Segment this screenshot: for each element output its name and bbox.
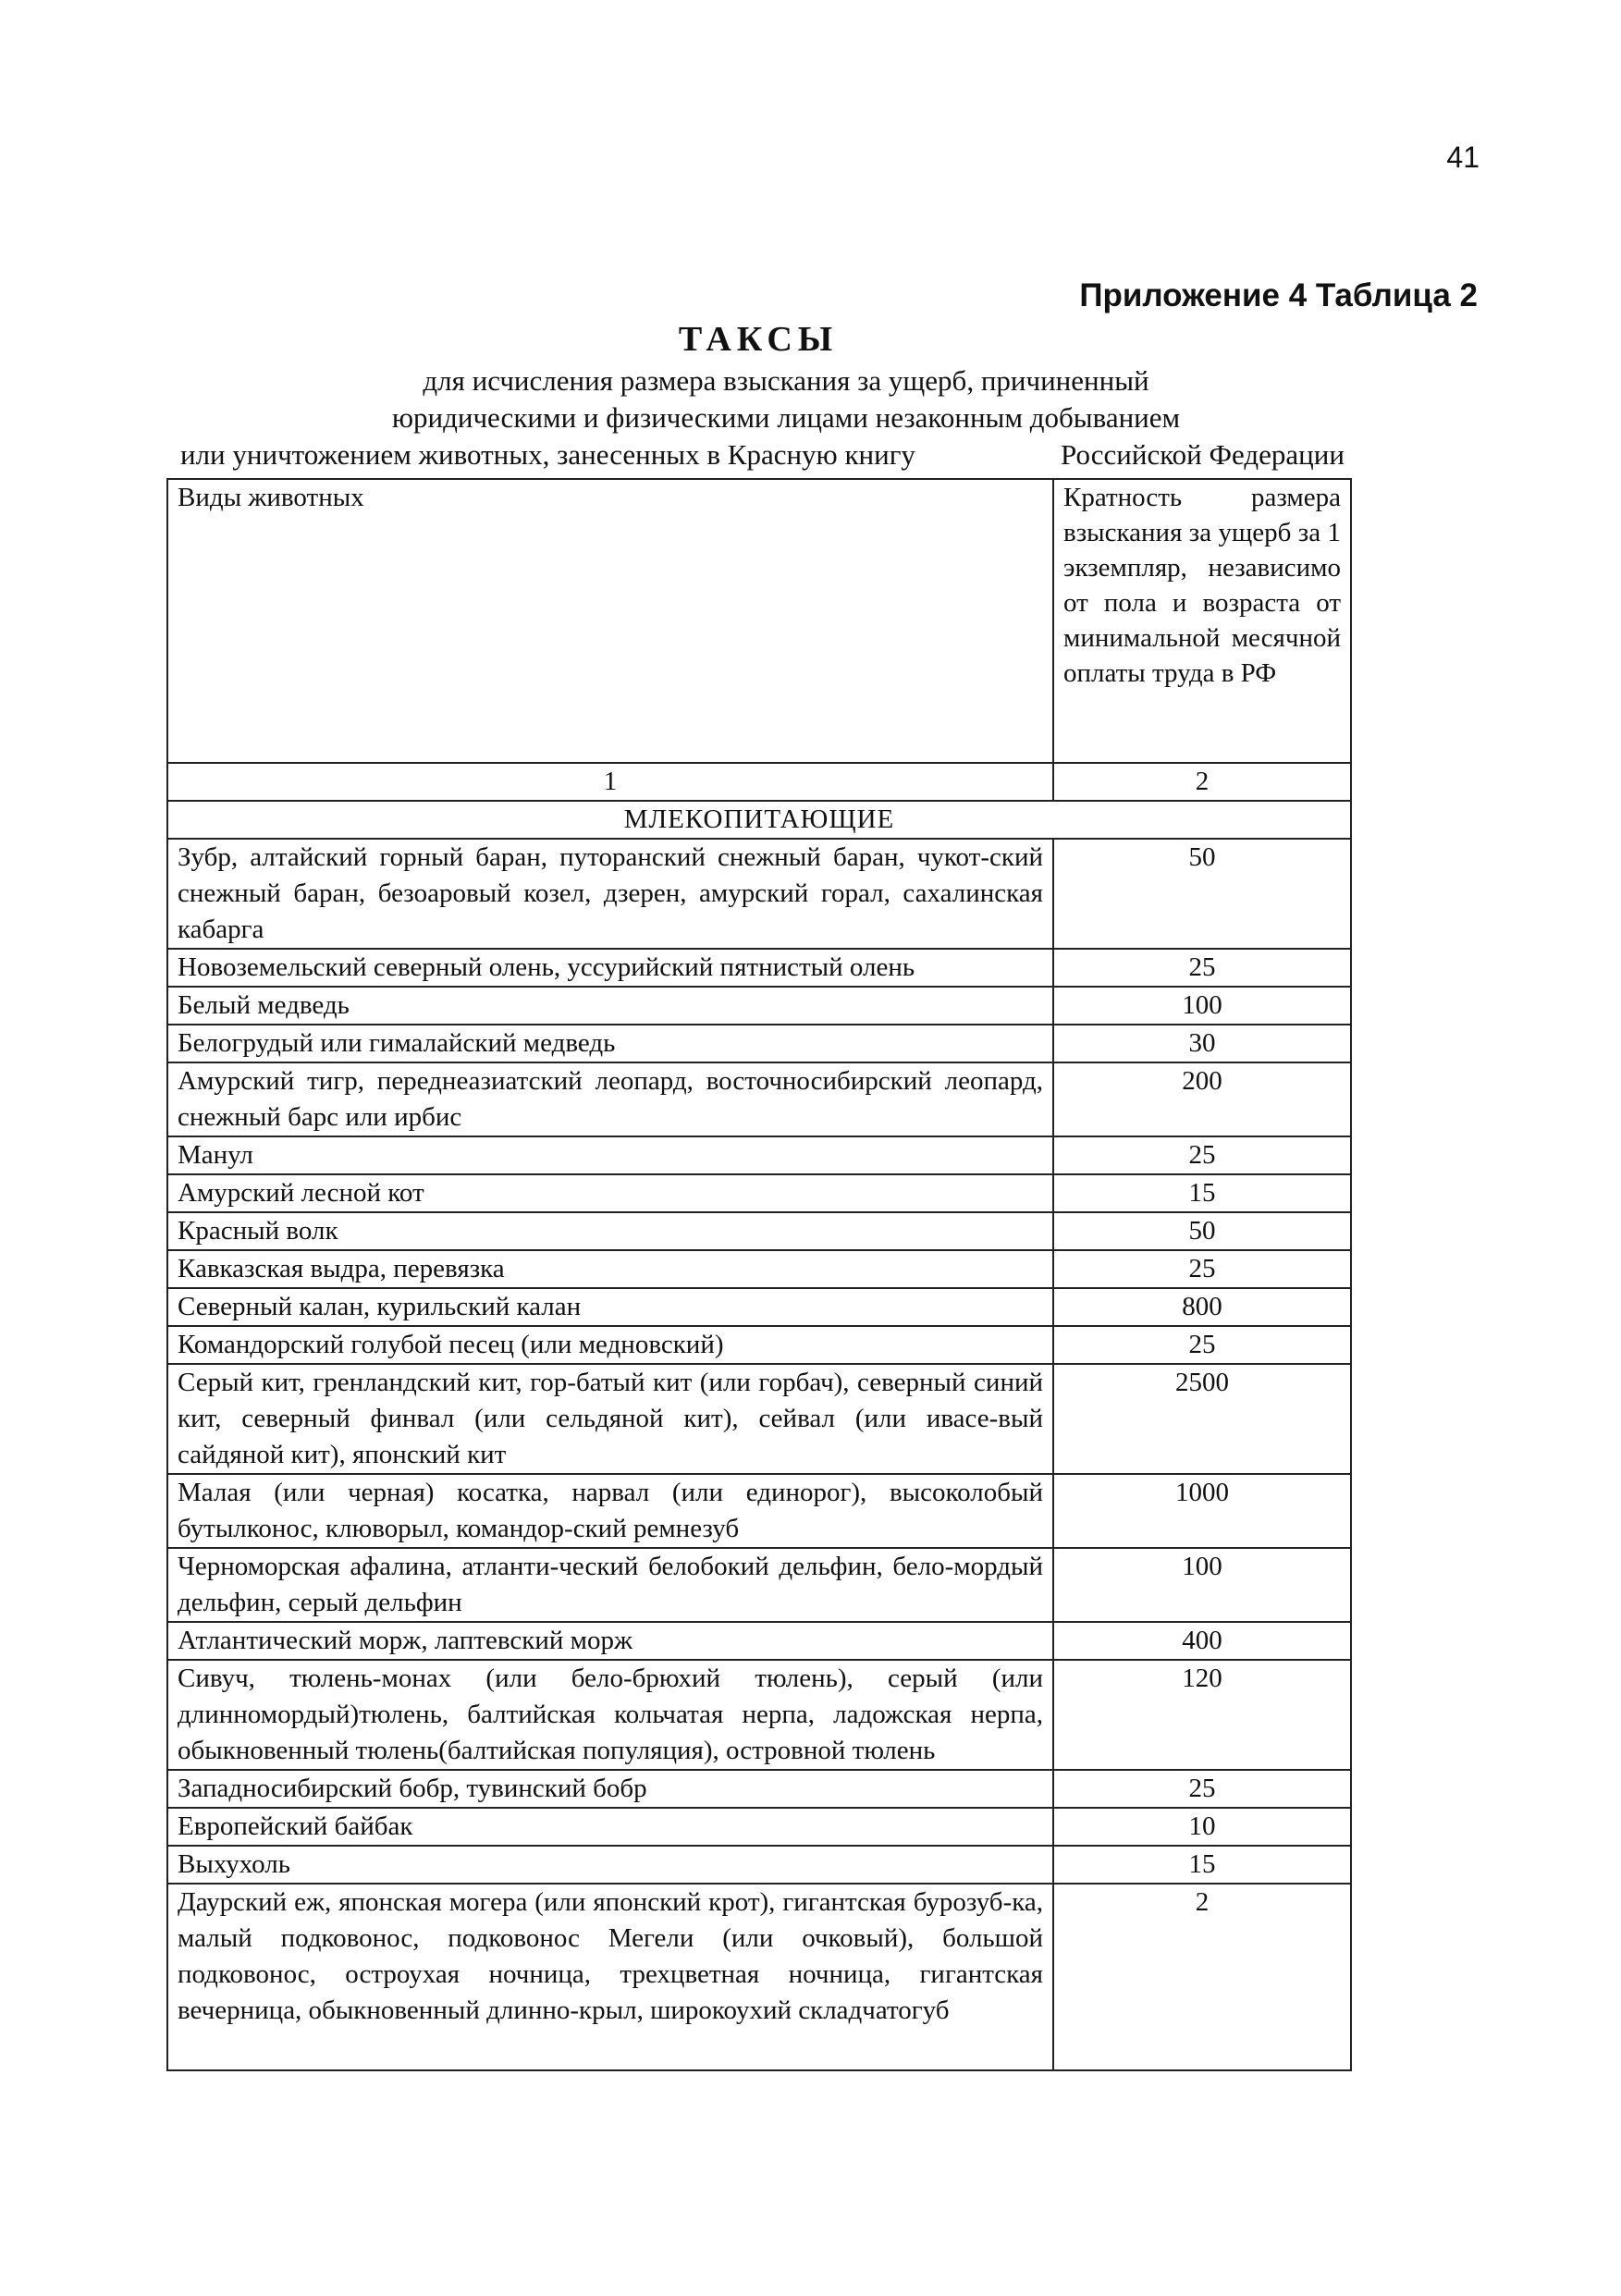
multiplier-cell: 50 bbox=[1053, 839, 1351, 949]
table-row bbox=[167, 1548, 1351, 1622]
table-row bbox=[167, 1770, 1351, 1808]
table-row bbox=[167, 1136, 1351, 1174]
table-row bbox=[167, 949, 1351, 987]
species-name-cell: Амурский тигр, переднеазиатский леопард, восточносибирский леопард, снежный барс или ирбис bbox=[167, 1062, 1053, 1136]
species-name-cell: Белый медведь bbox=[167, 987, 1053, 1025]
species-name-cell: Северный калан, курильский калан bbox=[167, 1288, 1053, 1326]
table-row bbox=[167, 1174, 1351, 1212]
multiplier-cell: 1000 bbox=[1053, 1474, 1351, 1548]
appendix-label: Приложение 4 Таблица 2 bbox=[1079, 277, 1478, 313]
subtitle-line-2: юридическими и физическими лицами незаконным добыванием bbox=[391, 401, 1181, 434]
multiplier-cell: 25 bbox=[1053, 1250, 1351, 1288]
multiplier-cell: 2500 bbox=[1053, 1364, 1351, 1474]
table-row bbox=[167, 1062, 1351, 1136]
column-number-1: 1 bbox=[167, 763, 1053, 801]
table-row bbox=[167, 1364, 1351, 1474]
species-name-cell: Малая (или черная) косатка, нарвал (или единорог), высоколобый бутылконос, клюворыл, командор-ский ремнезуб bbox=[167, 1474, 1053, 1548]
tax-table bbox=[166, 478, 1352, 2071]
table-row bbox=[167, 1808, 1351, 1846]
table-row bbox=[167, 1212, 1351, 1250]
species-name-cell: Кавказская выдра, перевязка bbox=[167, 1250, 1053, 1288]
species-name-cell: Красный волк bbox=[167, 1212, 1053, 1250]
section-row bbox=[167, 801, 1351, 839]
page-number: 41 bbox=[1446, 141, 1480, 174]
table-row bbox=[167, 1660, 1351, 1770]
species-name-cell: Амурский лесной кот bbox=[167, 1174, 1053, 1212]
multiplier-cell: 30 bbox=[1053, 1025, 1351, 1062]
table-row bbox=[167, 1884, 1351, 2070]
header-species: Виды животных bbox=[167, 479, 1053, 763]
species-name-cell: Черноморская афалина, атланти-ческий белобокий дельфин, бело-мордый дельфин, серый дельфин bbox=[167, 1548, 1053, 1622]
multiplier-cell: 25 bbox=[1053, 949, 1351, 987]
multiplier-cell: 800 bbox=[1053, 1288, 1351, 1326]
species-name-cell: Серый кит, гренландский кит, гор-батый кит (или горбач), северный синий кит, северный финвал (или сельдяной кит), сейвал (или ивасе-вый сайдяной кит), японский кит bbox=[167, 1364, 1053, 1474]
multiplier-cell: 15 bbox=[1053, 1846, 1351, 1884]
table-row bbox=[167, 1326, 1351, 1364]
subtitle-line-1: для исчисления размера взыскания за ущерб, причиненный bbox=[423, 364, 1149, 397]
table-row bbox=[167, 1288, 1351, 1326]
multiplier-cell: 2 bbox=[1053, 1884, 1351, 2070]
species-name-cell: Зубр, алтайский горный баран, путоранский снежный баран, чукот-ский снежный баран, безоаровый козел, дзерен, амурский горал, сахалинская кабарга bbox=[167, 839, 1053, 949]
table-row bbox=[167, 987, 1351, 1025]
subtitle-line-3-left: или уничтожением животных, занесенных в Красную книгу bbox=[180, 438, 915, 471]
multiplier-cell: 50 bbox=[1053, 1212, 1351, 1250]
multiplier-cell: 400 bbox=[1053, 1622, 1351, 1660]
species-name-cell: Европейский байбак bbox=[167, 1808, 1053, 1846]
multiplier-cell: 25 bbox=[1053, 1326, 1351, 1364]
multiplier-cell: 100 bbox=[1053, 987, 1351, 1025]
table-row bbox=[167, 1474, 1351, 1548]
table-row bbox=[167, 839, 1351, 949]
species-name-cell: Командорский голубой песец (или медновский) bbox=[167, 1326, 1053, 1364]
multiplier-cell: 25 bbox=[1053, 1136, 1351, 1174]
species-name-cell: Выхухоль bbox=[167, 1846, 1053, 1884]
species-name-cell: Белогрудый или гималайский медведь bbox=[167, 1025, 1053, 1062]
column-number-2: 2 bbox=[1053, 763, 1351, 801]
multiplier-cell: 100 bbox=[1053, 1548, 1351, 1622]
species-name-cell: Западносибирский бобр, тувинский бобр bbox=[167, 1770, 1053, 1808]
subtitle-line-3 bbox=[180, 436, 1401, 473]
multiplier-cell: 25 bbox=[1053, 1770, 1351, 1808]
table-row bbox=[167, 1025, 1351, 1062]
table-row bbox=[167, 1846, 1351, 1884]
multiplier-cell: 15 bbox=[1053, 1174, 1351, 1212]
species-name-cell: Манул bbox=[167, 1136, 1053, 1174]
species-name-cell: Новоземельский северный олень, уссурийский пятнистый олень bbox=[167, 949, 1053, 987]
species-name-cell: Сивуч, тюлень-монах (или бело-брюхий тюлень), серый (или длинномордый)тюлень, балтийская кольчатая нерпа, ладожская нерпа, обыкновенный тюлень(балтийская популяция), островной тюлень bbox=[167, 1660, 1053, 1770]
document-title: ТАКСЫ bbox=[678, 320, 839, 359]
table-row bbox=[167, 1622, 1351, 1660]
table-header-row bbox=[167, 479, 1351, 763]
species-name-cell: Атлантический морж, лаптевский морж bbox=[167, 1622, 1053, 1660]
table-row bbox=[167, 1250, 1351, 1288]
header-multiplier: Кратность размера взыскания за ущерб за 1 экземпляр, независимо от пола и возраста от минимальной месячной оплаты труда в РФ bbox=[1053, 479, 1351, 763]
section-title: МЛЕКОПИТАЮЩИЕ bbox=[167, 801, 1351, 839]
subtitle-line-3-right: Российской Федерации bbox=[1061, 438, 1345, 471]
multiplier-cell: 10 bbox=[1053, 1808, 1351, 1846]
multiplier-cell: 120 bbox=[1053, 1660, 1351, 1770]
multiplier-cell: 200 bbox=[1053, 1062, 1351, 1136]
species-name-cell: Даурский еж, японская могера (или японский крот), гигантская бурозуб-ка, малый подковонос, подковонос Мегели (или очковый), большой подковонос, остроухая ночница, трехцветная ночница, гигантская вечерница, обыкновенный длинно-крыл, широкоухий складчатогуб bbox=[167, 1884, 1053, 2070]
column-number-row bbox=[167, 763, 1351, 801]
